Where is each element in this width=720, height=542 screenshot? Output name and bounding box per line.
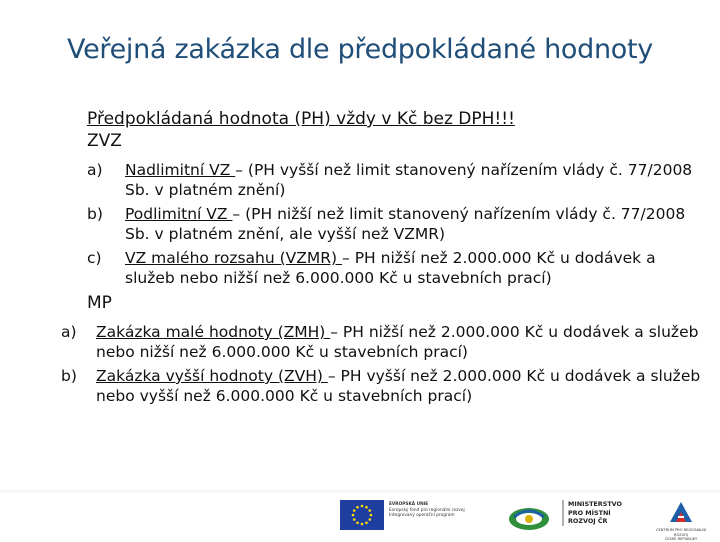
ministry-emblem-icon: [504, 501, 554, 537]
eu-caption-line: Integrovaný operační program: [389, 513, 455, 519]
item-text: – (PH vyšší než limit stanovený nařízením vlády č. 77/2008 Sb. v platném znění): [125, 161, 693, 199]
mp-list: [61, 322, 701, 406]
item-letter: c): [87, 249, 102, 267]
main-content: [61, 108, 701, 410]
ministry-line: PRO MÍSTNÍ: [568, 508, 611, 517]
eu-caption-line: Evropský fond pro regionální rozvoj: [389, 507, 465, 513]
list-item: [87, 160, 697, 200]
logo2-line: ČESKÉ REPUBLIKY: [664, 537, 698, 542]
item-letter: a): [87, 161, 103, 179]
list-item: [61, 322, 720, 362]
heading-text: Předpokládaná hodnota (PH) vždy v Kč bez DPH!!!: [87, 109, 515, 129]
item-letter: b): [87, 205, 103, 223]
item-text: – PH vyšší než 2.000.000 Kč u dodávek a služeb nebo vyšší než 6.000.000 Kč u stavebních prací): [96, 367, 701, 405]
eu-caption: [389, 502, 497, 519]
item-letter: a): [61, 323, 77, 341]
eu-flag-icon: [340, 500, 384, 530]
item-text: – PH nižší než 2.000.000 Kč u dodávek a služeb nebo nižší než 6.000.000 Kč u stavebních prací): [96, 323, 699, 361]
item-text: – PH nižší než 2.000.000 Kč u dodávek a služeb nebo nižší než 6.000.000 Kč u stavebních prací): [125, 249, 656, 287]
term-link[interactable]: Podlimitní VZ: [125, 205, 233, 223]
list-item: [61, 366, 720, 406]
item-letter: b): [61, 367, 77, 385]
logo2-line: CENTRUM PRO REGIONÁLNÍ ROZVOJ: [655, 528, 706, 537]
ministry-line: ROZVOJ ČR: [568, 517, 608, 526]
mp-label: MP: [87, 293, 112, 313]
item-text: – (PH nižší než limit stanovený nařízením vlády č. 77/2008 Sb. v platném znění, ale vyšší než VZMR): [125, 205, 686, 243]
eu-caption-line: EVROPSKÁ UNIE: [389, 502, 429, 507]
ministry-line: MINISTERSTVO: [568, 500, 622, 508]
regional-centre-logo-icon: [650, 500, 712, 542]
zvz-list: [87, 160, 697, 288]
term-link[interactable]: VZ malého rozsahu (VZMR): [125, 249, 343, 267]
list-item: [87, 248, 697, 288]
ministry-logo: [562, 500, 622, 526]
zvz-label: ZVZ: [87, 131, 122, 151]
term-link[interactable]: Zakázka malé hodnoty (ZMH): [96, 323, 331, 341]
term-link[interactable]: Zakázka vyšší hodnoty (ZVH): [96, 367, 328, 385]
footer-divider: [0, 490, 720, 494]
page-title: Veřejná zakázka dle předpokládané hodnoty: [67, 34, 653, 65]
list-item: [87, 204, 697, 244]
term-link[interactable]: Nadlimitní VZ: [125, 161, 236, 179]
heading-ph: [87, 108, 697, 130]
